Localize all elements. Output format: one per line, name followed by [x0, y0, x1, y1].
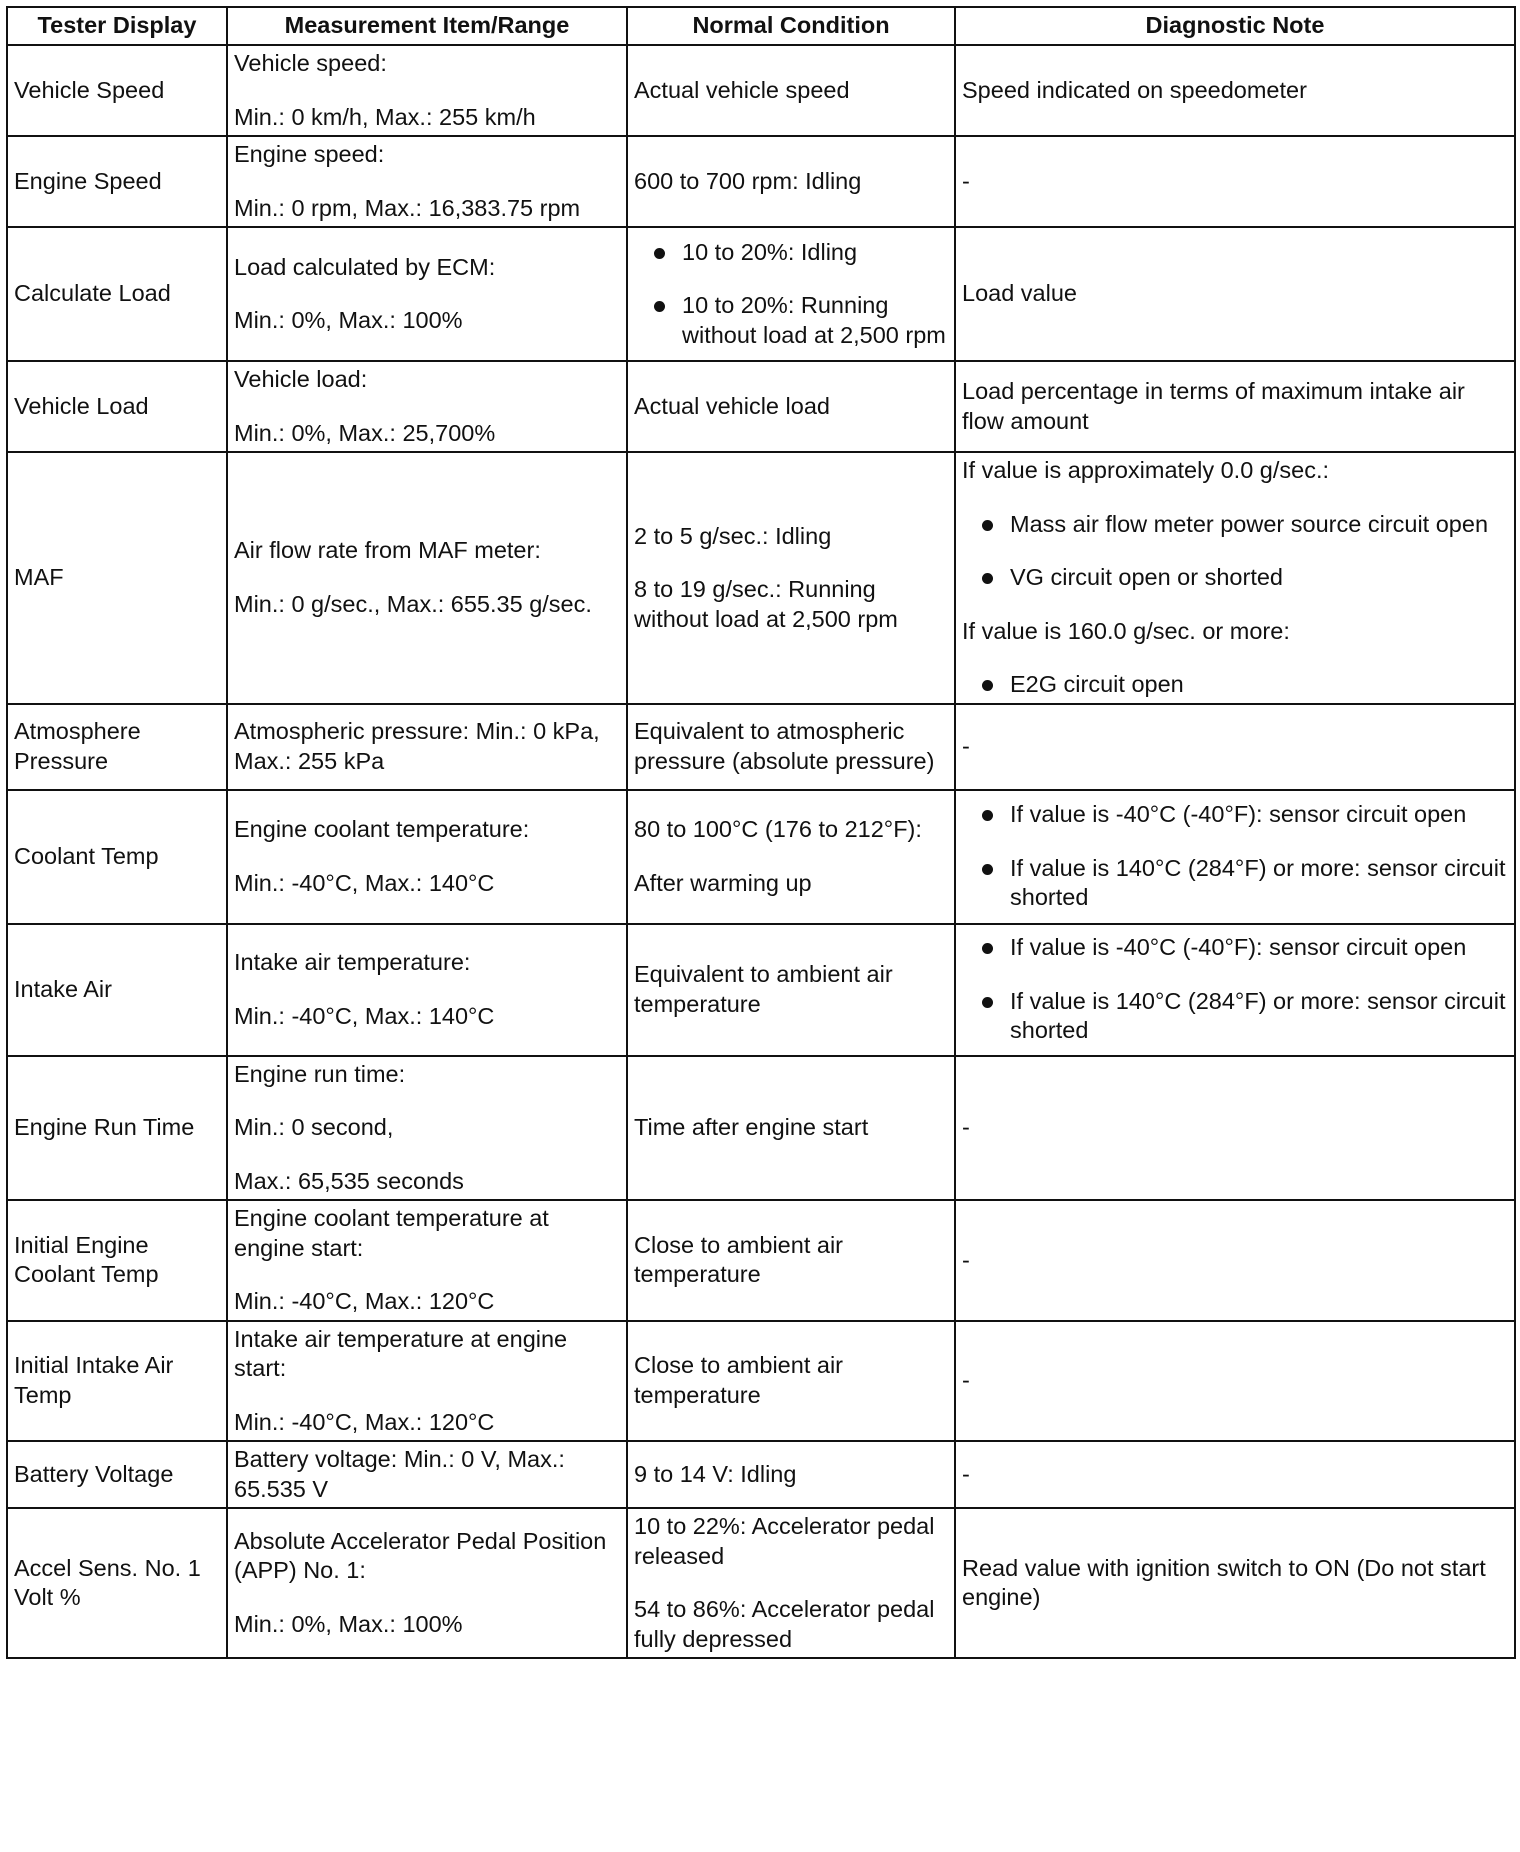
normal-line: Actual vehicle speed	[634, 76, 850, 103]
cell-measurement-range	[227, 1441, 627, 1508]
range-line: Engine coolant temperature at engine start:	[234, 1205, 549, 1261]
cell-measurement-range	[227, 790, 627, 924]
note-bullet-item: If value is -40°C (-40°F): sensor circuit open	[962, 800, 1508, 830]
normal-line: 2 to 5 g/sec.: Idling	[634, 522, 832, 549]
cell-tester-display: Intake Air	[7, 924, 227, 1056]
header-diagnostic-note: Diagnostic Note	[955, 7, 1515, 45]
note-bullet-item: If value is 140°C (284°F) or more: sensor circuit shorted	[962, 987, 1508, 1046]
cell-tester-display: Calculate Load	[7, 227, 227, 361]
cell-normal-condition	[627, 45, 955, 136]
cell-diagnostic-note	[955, 704, 1515, 790]
range-line: Vehicle speed:	[234, 50, 387, 76]
range-line: Min.: 0 km/h, Max.: 255 km/h	[234, 103, 536, 130]
cell-diagnostic-note	[955, 1508, 1515, 1658]
note-line: Speed indicated on speedometer	[962, 76, 1307, 103]
cell-tester-display: Vehicle Load	[7, 361, 227, 452]
header-row	[7, 7, 1515, 45]
cell-tester-display: Atmosphere Pressure	[7, 704, 227, 790]
range-line: Min.: 0 rpm, Max.: 16,383.75 rpm	[234, 194, 581, 221]
document-page	[6, 6, 1514, 1659]
normal-line: 10 to 22%: Accelerator pedal released	[634, 1513, 935, 1569]
normal-bullet-item: 10 to 20%: Idling	[634, 238, 948, 268]
cell-measurement-range	[227, 136, 627, 227]
cell-diagnostic-note	[955, 1321, 1515, 1442]
normal-line: Equivalent to atmospheric pressure (absolute pressure)	[634, 718, 935, 774]
cell-normal-condition	[627, 452, 955, 704]
cell-measurement-range	[227, 704, 627, 790]
note-line: -	[962, 1460, 970, 1487]
note-line: Load percentage in terms of maximum intake air flow amount	[962, 378, 1465, 434]
range-line: Min.: 0%, Max.: 100%	[234, 1610, 463, 1637]
normal-line: Time after engine start	[634, 1114, 869, 1140]
range-line: Air flow rate from MAF meter:	[234, 537, 541, 564]
range-line: Vehicle load:	[234, 366, 368, 392]
cell-diagnostic-note	[955, 452, 1515, 704]
range-line: Min.: 0 g/sec., Max.: 655.35 g/sec.	[234, 590, 592, 617]
cell-diagnostic-note	[955, 1056, 1515, 1201]
range-line: Battery voltage: Min.: 0 V, Max.: 65.535 V	[234, 1446, 565, 1502]
note-line: -	[962, 167, 970, 194]
cell-tester-display: Accel Sens. No. 1 Volt %	[7, 1508, 227, 1658]
cell-normal-condition	[627, 1056, 955, 1201]
table-row	[7, 790, 1515, 924]
cell-normal-condition	[627, 1200, 955, 1321]
normal-line: Close to ambient air temperature	[634, 1231, 843, 1288]
note-line: -	[962, 1367, 970, 1393]
note-bullet-item: Mass air flow meter power source circuit open	[962, 510, 1508, 540]
cell-normal-condition	[627, 790, 955, 924]
cell-measurement-range	[227, 924, 627, 1056]
table-row	[7, 1056, 1515, 1201]
cell-measurement-range	[227, 1508, 627, 1658]
cell-diagnostic-note	[955, 136, 1515, 227]
range-line: Engine speed:	[234, 141, 385, 167]
cell-tester-display: Engine Speed	[7, 136, 227, 227]
cell-normal-condition	[627, 1321, 955, 1442]
table-row	[7, 361, 1515, 452]
normal-line: 80 to 100°C (176 to 212°F):	[634, 816, 922, 842]
table-body	[7, 45, 1515, 1658]
cell-normal-condition	[627, 924, 955, 1056]
normal-line: After warming up	[634, 869, 812, 896]
cell-diagnostic-note	[955, 1441, 1515, 1508]
cell-normal-condition	[627, 704, 955, 790]
range-line: Min.: -40°C, Max.: 140°C	[234, 869, 495, 896]
cell-diagnostic-note	[955, 361, 1515, 452]
cell-measurement-range	[227, 1200, 627, 1321]
cell-diagnostic-note	[955, 1200, 1515, 1321]
note-bullet-item: VG circuit open or shorted	[962, 563, 1508, 593]
header-measurement-item: Measurement Item/Range	[227, 7, 627, 45]
note-line: Load value	[962, 280, 1077, 307]
cell-normal-condition	[627, 227, 955, 361]
note-bullet-item: If value is 140°C (284°F) or more: sensor circuit shorted	[962, 854, 1508, 913]
note-intro: If value is approximately 0.0 g/sec.:	[962, 457, 1330, 483]
table-row	[7, 45, 1515, 136]
cell-normal-condition	[627, 136, 955, 227]
table-row	[7, 924, 1515, 1056]
table-row	[7, 1508, 1515, 1658]
table-row	[7, 1441, 1515, 1508]
note-line: -	[962, 1114, 970, 1140]
table-row	[7, 452, 1515, 704]
cell-normal-condition	[627, 361, 955, 452]
table-row	[7, 136, 1515, 227]
cell-tester-display: Vehicle Speed	[7, 45, 227, 136]
range-line: Load calculated by ECM:	[234, 253, 496, 280]
normal-line: Close to ambient air temperature	[634, 1352, 843, 1408]
range-line: Max.: 65,535 seconds	[234, 1167, 464, 1194]
range-line: Engine coolant temperature:	[234, 816, 530, 842]
normal-bullet-item: 10 to 20%: Running without load at 2,500 rpm	[634, 291, 948, 350]
note-bullet-item: E2G circuit open	[962, 670, 1508, 700]
table-row	[7, 1321, 1515, 1442]
table-row	[7, 1200, 1515, 1321]
cell-tester-display: Battery Voltage	[7, 1441, 227, 1508]
cell-tester-display: Coolant Temp	[7, 790, 227, 924]
cell-diagnostic-note	[955, 924, 1515, 1056]
range-line: Min.: -40°C, Max.: 120°C	[234, 1408, 495, 1435]
cell-diagnostic-note	[955, 790, 1515, 924]
range-line: Min.: 0 second,	[234, 1114, 394, 1140]
cell-normal-condition	[627, 1508, 955, 1658]
data-list-table	[6, 6, 1516, 1659]
range-line: Intake air temperature:	[234, 949, 471, 975]
note-line: Read value with ignition switch to ON (Do not start engine)	[962, 1554, 1486, 1610]
range-line: Min.: 0%, Max.: 100%	[234, 307, 463, 333]
normal-line: Equivalent to ambient air temperature	[634, 961, 893, 1017]
note-intro: If value is 160.0 g/sec. or more:	[962, 617, 1290, 644]
header-tester-display: Tester Display	[7, 7, 227, 45]
normal-line: 8 to 19 g/sec.: Running without load at 2,500 rpm	[634, 576, 898, 632]
cell-diagnostic-note	[955, 45, 1515, 136]
cell-measurement-range	[227, 361, 627, 452]
cell-tester-display: MAF	[7, 452, 227, 704]
table-row	[7, 704, 1515, 790]
note-bullet-item: If value is -40°C (-40°F): sensor circuit open	[962, 933, 1508, 963]
range-line: Intake air temperature at engine start:	[234, 1325, 568, 1381]
cell-tester-display: Initial Intake Air Temp	[7, 1321, 227, 1442]
table-header	[7, 7, 1515, 45]
range-line: Min.: -40°C, Max.: 140°C	[234, 1002, 495, 1029]
normal-line: 600 to 700 rpm: Idling	[634, 167, 862, 194]
cell-tester-display: Engine Run Time	[7, 1056, 227, 1201]
cell-measurement-range	[227, 1056, 627, 1201]
table-row	[7, 227, 1515, 361]
cell-normal-condition	[627, 1441, 955, 1508]
cell-measurement-range	[227, 45, 627, 136]
header-normal-condition: Normal Condition	[627, 7, 955, 45]
note-line: -	[962, 1246, 970, 1273]
cell-measurement-range	[227, 452, 627, 704]
range-line: Atmospheric pressure: Min.: 0 kPa, Max.: 255 kPa	[234, 718, 600, 774]
cell-measurement-range	[227, 227, 627, 361]
normal-line: Actual vehicle load	[634, 392, 830, 419]
note-line: -	[962, 732, 970, 759]
range-line: Min.: 0%, Max.: 25,700%	[234, 419, 496, 446]
range-line: Absolute Accelerator Pedal Position (APP) No. 1:	[234, 1527, 607, 1584]
range-line: Engine run time:	[234, 1060, 406, 1087]
normal-line: 54 to 86%: Accelerator pedal fully depressed	[634, 1596, 935, 1652]
range-line: Min.: -40°C, Max.: 120°C	[234, 1288, 495, 1314]
cell-measurement-range	[227, 1321, 627, 1442]
cell-diagnostic-note	[955, 227, 1515, 361]
normal-line: 9 to 14 V: Idling	[634, 1460, 797, 1487]
cell-tester-display: Initial Engine Coolant Temp	[7, 1200, 227, 1321]
